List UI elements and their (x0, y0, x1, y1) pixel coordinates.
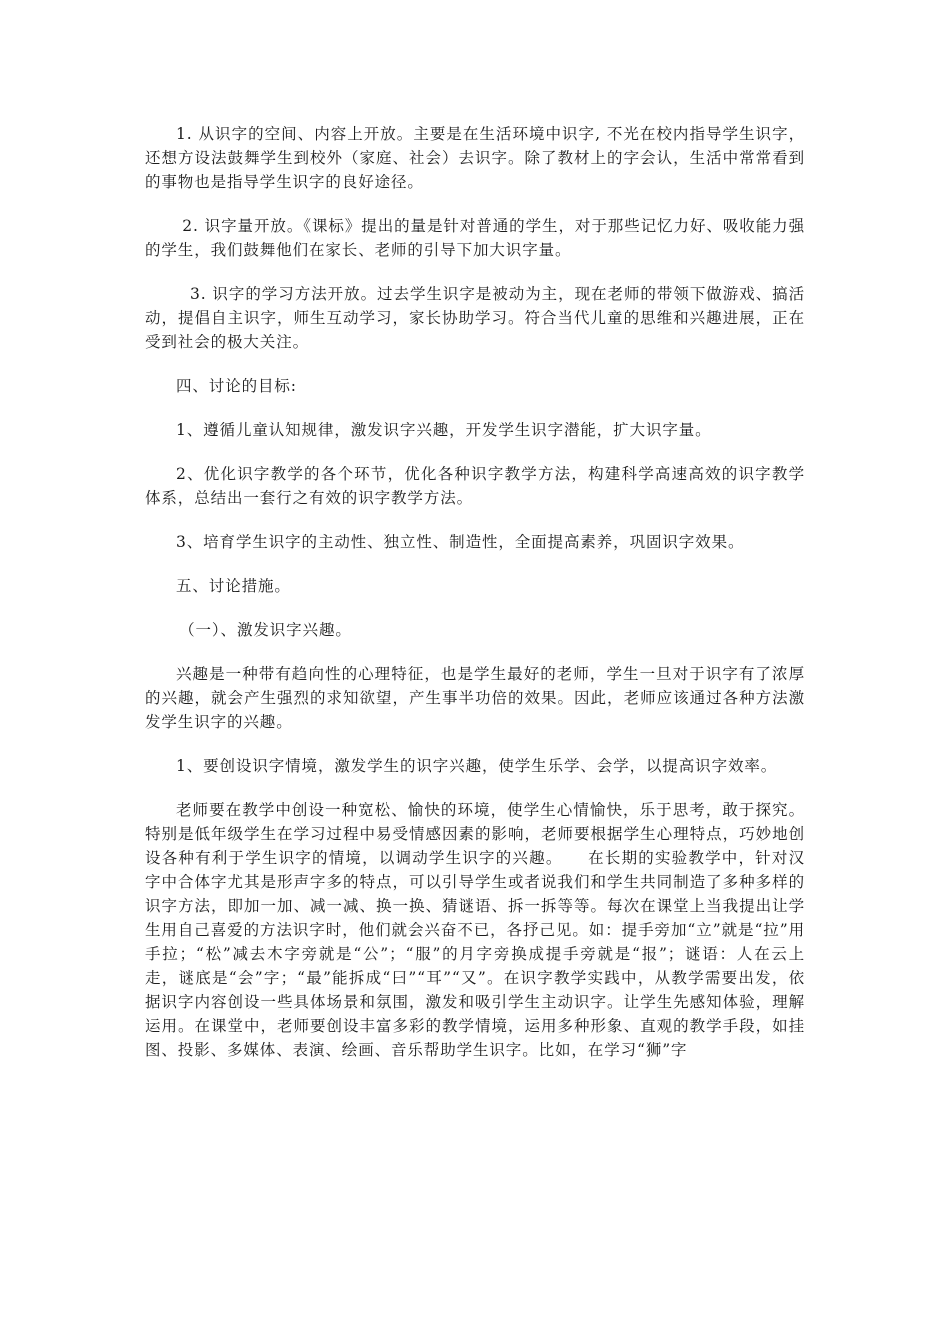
section-heading-measures: 五、讨论措施。 (176, 577, 291, 595)
document-body (145, 122, 805, 1082)
measure-item-1: 1、要创设识字情境，激发学生的识字兴趣，使学生乐学、会学，以提高识字效率。 (176, 757, 778, 775)
paragraph-open-space: 1. 从识字的空间、内容上开放。主要是在生活环境中识字, 不光在校内指导学生识字，还想方设法鼓舞学生到校外（家庭、社会）去识字。除了教材上的字会认，生活中常常看到的事物也是指导学生识字的良好途径。 (145, 125, 805, 191)
paragraph-teaching-context: 老师要在教学中创设一种宽松、愉快的环境，使学生心情愉快，乐于思考，敢于探究。特别是低年级学生在学习过程中易受情感因素的影响，老师要根据学生心理特点，巧妙地创设各种有利于学生识字的情境，以调动学生识字的兴趣。 在长期的实验教学中，针对汉字中合体字尤其是形声字多的特点，可以引导学生或者说我们和学生共同制造了多种多样的识字方法，即加一加、减一减、换一换、猜谜语、拆一拆等等。每次在课堂上当我提出让学生用自己喜爱的方法识字时，他们就会兴奋不已，各抒己见。如：提手旁加“立”就是“拉”用手拉；“松”减去木字旁就是“公”；“服”的月字旁换成提手旁就是“报”；谜语：人在云上走，谜底是“会”字；“最”能拆成“曰”“耳”“又”。在识字教学实践中，从教学需要出发，依据识字内容创设一些具体场景和氛围，激发和吸引学生主动识字。让学生先感知体验，理解运用。在课堂中，老师要创设丰富多彩的教学情境，运用多种形象、直观的教学手段，如挂图、投影、多媒体、表演、绘画、音乐帮助学生识字。比如，在学习“狮”字 (145, 801, 805, 1059)
paragraph-interest: 兴趣是一种带有趋向性的心理特征，也是学生最好的老师，学生一旦对于识字有了浓厚的兴趣，就会产生强烈的求知欲望，产生事半功倍的效果。因此，老师应该通过各种方法激发学生识字的兴趣。 (145, 665, 805, 731)
goal-item-2: 2、优化识字教学的各个环节，优化各种识字教学方法，构建科学高速高效的识字教学体系，总结出一套行之有效的识字教学方法。 (145, 465, 805, 507)
goal-item-1: 1、遵循儿童认知规律，激发识字兴趣，开发学生识字潜能，扩大识字量。 (176, 421, 712, 439)
paragraph-open-method: 3. 识字的学习方法开放。过去学生识字是被动为主，现在老师的带领下做游戏、搞活动，提倡自主识字，师生互动学习，家长协助学习。符合当代儿童的思维和兴趣进展，正在受到社会的极大关注。 (145, 285, 805, 351)
section-heading-goals: 四、讨论的目标: (176, 377, 297, 395)
subsection-heading-interest: （一）、激发识字兴趣。 (179, 621, 352, 639)
goal-item-3: 3、培育学生识字的主动性、独立性、制造性，全面提高素养，巩固识字效果。 (176, 533, 745, 551)
paragraph-open-amount: 2. 识字量开放。《课标》提出的量是针对普通的学生，对于那些记忆力好、吸收能力强的学生，我们鼓舞他们在家长、老师的引导下加大识字量。 (145, 217, 805, 259)
